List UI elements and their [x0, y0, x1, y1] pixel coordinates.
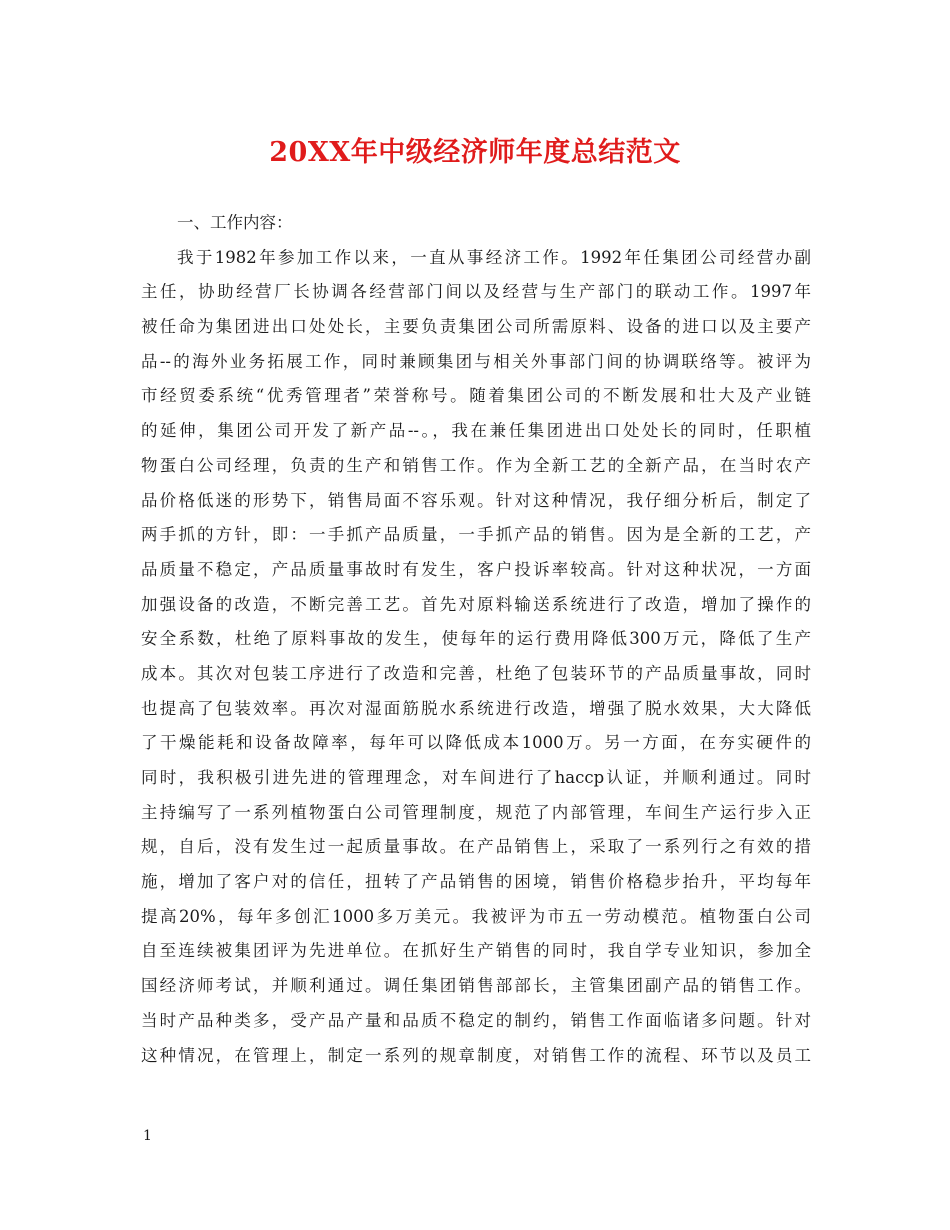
paragraph-line: 国经济师考试，并顺利通过。调任集团销售部部长，主管集团副产品的销售工作。 — [141, 976, 811, 996]
document-title: 20XX年中级经济师年度总结范文 — [269, 137, 681, 168]
document-body — [141, 206, 811, 1073]
paragraph-line: 品--的海外业务拓展工作，同时兼顾集团与相关外事部门间的协调联络等。被评为 — [141, 351, 811, 371]
paragraph-line: 了干燥能耗和设备故障率，每年可以降低成本1000万。另一方面，在夯实硬件的 — [141, 733, 811, 753]
paragraph-line: 这种情况，在管理上，制定一系列的规章制度，对销售工作的流程、环节以及员工 — [141, 1045, 811, 1065]
paragraph-line: 主任，协助经营厂长协调各经营部门间以及经营与生产部门的联动工作。1997年 — [141, 282, 811, 302]
paragraph-line: 市经贸委系统“优秀管理者”荣誉称号。随着集团公司的不断发展和壮大及产业链 — [141, 386, 811, 406]
section-heading: 一、工作内容： — [177, 213, 293, 232]
paragraph-line: 加强设备的改造，不断完善工艺。首先对原料输送系统进行了改造，增加了操作的 — [141, 594, 811, 614]
paragraph-line: 品价格低迷的形势下，销售局面不容乐观。针对这种情况，我仔细分析后，制定了 — [141, 490, 811, 510]
paragraph-line: 自至连续被集团评为先进单位。在抓好生产销售的同时，我自学专业知识，参加全 — [141, 941, 811, 961]
paragraph-line: 的延伸，集团公司开发了新产品--。，我在兼任集团进出口处处长的同时，任职植 — [141, 421, 811, 441]
page-number: 1 — [143, 1128, 152, 1144]
paragraph-line: 主持编写了一系列植物蛋白公司管理制度，规范了内部管理，车间生产运行步入正 — [141, 802, 811, 822]
paragraph-line: 安全系数，杜绝了原料事故的发生，使每年的运行费用降低300万元，降低了生产 — [141, 629, 811, 649]
paragraph-line: 两手抓的方针，即：一手抓产品质量，一手抓产品的销售。因为是全新的工艺，产 — [141, 525, 811, 545]
paragraph-line: 物蛋白公司经理，负责的生产和销售工作。作为全新工艺的全新产品，在当时农产 — [141, 455, 811, 475]
paragraph-line: 也提高了包装效率。再次对湿面筋脱水系统进行改造，增强了脱水效果，大大降低 — [141, 698, 811, 718]
paragraph-line: 规，自后，没有发生过一起质量事故。在产品销售上，采取了一系列行之有效的措 — [141, 837, 811, 857]
paragraph-line: 当时产品种类多，受产品产量和品质不稳定的制约，销售工作面临诸多问题。针对 — [141, 1010, 811, 1030]
paragraph-line: 成本。其次对包装工序进行了改造和完善，杜绝了包装环节的产品质量事故，同时 — [141, 663, 811, 683]
paragraph-line: 被任命为集团进出口处处长，主要负责集团公司所需原料、设备的进口以及主要产 — [141, 317, 811, 337]
paragraph-line: 提高20%，每年多创汇1000多万美元。我被评为市五一劳动模范。植物蛋白公司 — [141, 906, 811, 926]
paragraph-line: 我于1982年参加工作以来，一直从事经济工作。1992年任集团公司经营办副 — [177, 247, 811, 267]
paragraph-line: 施，增加了客户对的信任，扭转了产品销售的困境，销售价格稳步抬升，平均每年 — [141, 872, 811, 892]
paragraph-line: 同时，我积极引进先进的管理理念，对车间进行了haccp认证，并顺利通过。同时 — [141, 768, 811, 787]
paragraph-line: 品质量不稳定，产品质量事故时有发生，客户投诉率较高。针对这种状况，一方面 — [141, 559, 811, 579]
